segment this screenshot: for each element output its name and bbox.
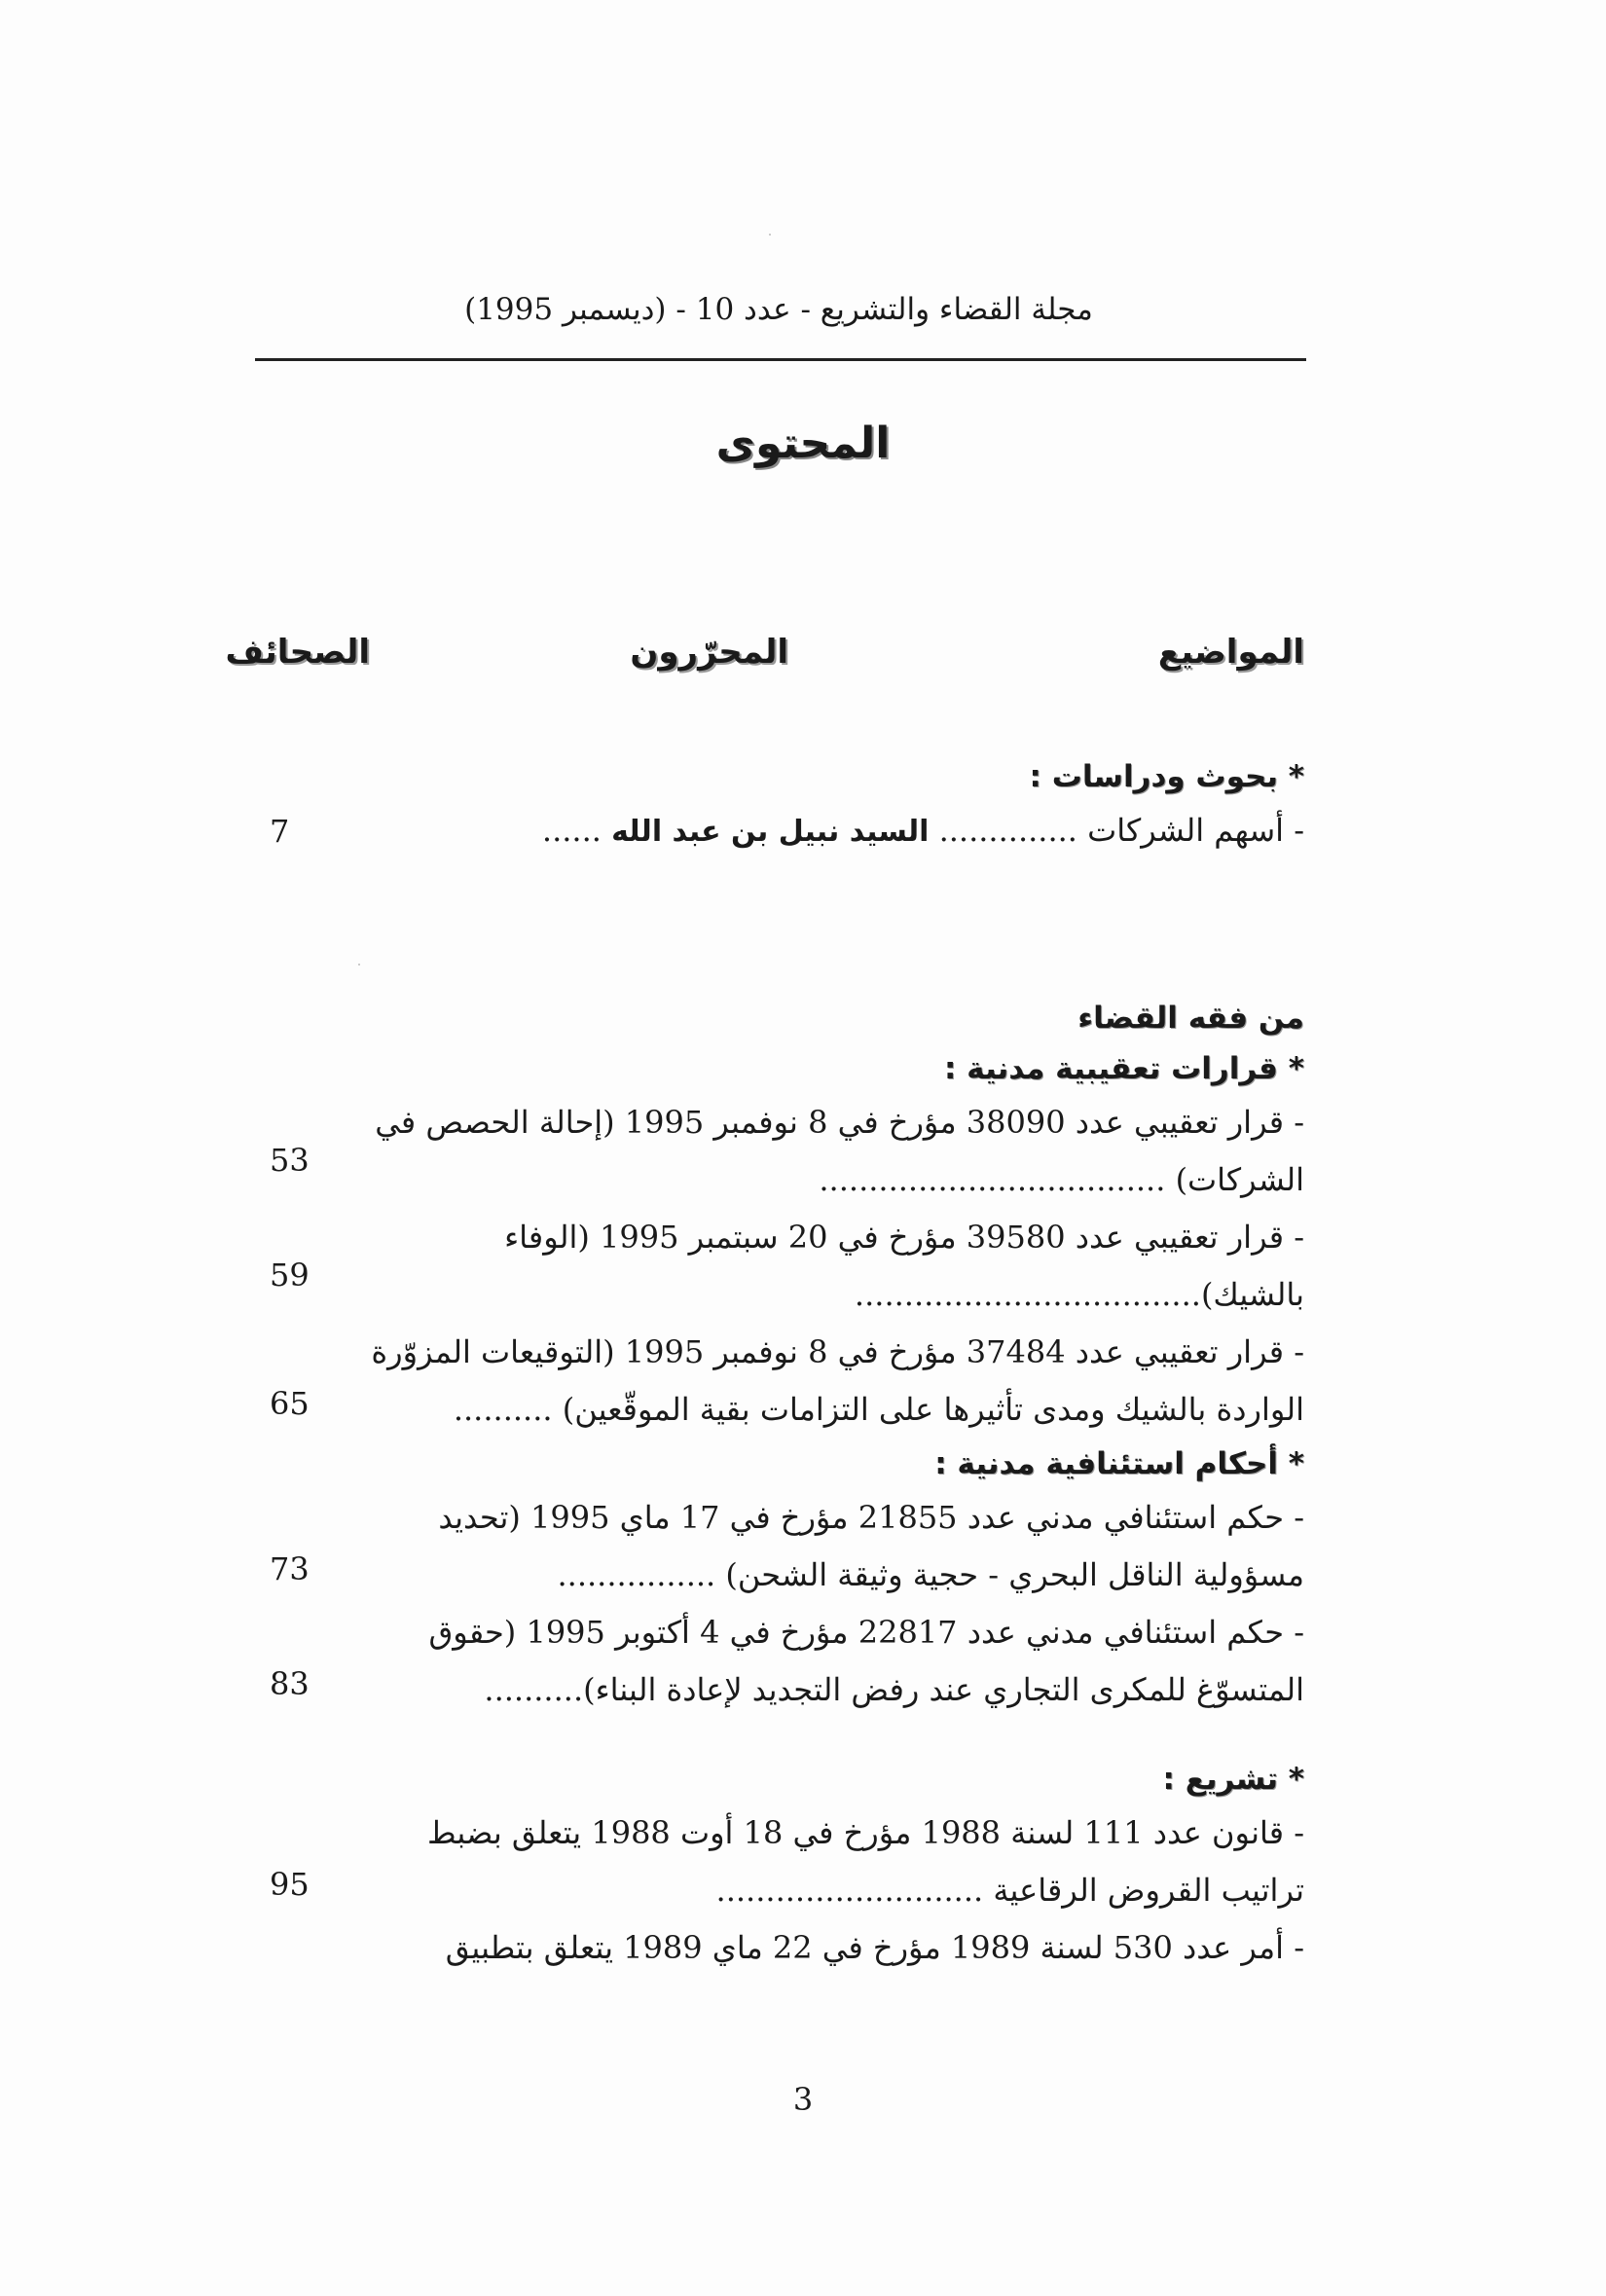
- entry-text: مسؤولية الناقل البحري - حجية وثيقة الشحن): [725, 1556, 1304, 1593]
- leader-dots: ..............: [938, 812, 1077, 849]
- toc-entry[interactable]: [270, 1324, 1304, 1439]
- entry-page-number: 53: [270, 1142, 310, 1179]
- section-heading-legislation: * تشريع :: [1162, 1762, 1304, 1797]
- toc-entry[interactable]: [270, 1209, 1304, 1324]
- toc-entry[interactable]: [270, 802, 1304, 860]
- toc-entry[interactable]: [273, 1919, 1304, 1977]
- entry-page-number: 73: [270, 1550, 310, 1587]
- section-studies: [270, 751, 1304, 860]
- entry-line-1: - أمر عدد 530 لسنة 1989 مؤرخ في 22 ماي 1989 يتعلق بتطبيق: [445, 1929, 1304, 1966]
- leader-dots: ...................................: [819, 1161, 1166, 1198]
- entry-line-2: [273, 1151, 1304, 1209]
- section-legislation: [270, 1754, 1304, 1977]
- column-headings: [225, 633, 1304, 691]
- section-heading-studies: * بحوث ودراسات :: [1029, 759, 1304, 794]
- section-jurisprudence: [270, 993, 1304, 1719]
- subsection-heading-cassation: * قرارات تعقيبية مدنية :: [943, 1051, 1304, 1086]
- leader-dots: ...................................: [854, 1276, 1201, 1313]
- section-heading-jurisprudence: من فقه القضاء: [1077, 1001, 1304, 1036]
- entry-line-2: [273, 1661, 1304, 1719]
- entry-line-1: - حكم استئنافي مدني عدد 22817 مؤرخ في 4 أكتوبر 1995 (حقوق: [428, 1614, 1304, 1651]
- header-rule: [255, 358, 1306, 361]
- leader-dots: ...........................: [715, 1872, 984, 1909]
- entry-line-2: [273, 1547, 1304, 1604]
- toc-entry[interactable]: [270, 1094, 1304, 1209]
- toc-entry[interactable]: [270, 1804, 1304, 1919]
- entry-text: الشركات): [1175, 1161, 1304, 1198]
- entry-line-2: [273, 1862, 1304, 1919]
- column-heading-editors: المحرّرون: [630, 633, 788, 672]
- column-heading-topics: المواضيع: [1157, 633, 1304, 672]
- scan-speck: [769, 234, 771, 236]
- page-number: 3: [792, 2081, 814, 2118]
- entry-line-2: [273, 1381, 1304, 1439]
- scan-speck: [358, 964, 360, 966]
- entry-line-1: - قرار تعقيبي عدد 37484 مؤرخ في 8 نوفمبر 1995 (التوقيعات المزوّرة: [371, 1333, 1304, 1370]
- entry-text: بالشيك): [1200, 1276, 1304, 1313]
- entry-title: - أسهم الشركات: [1087, 812, 1304, 849]
- column-heading-pages: الصحائف: [225, 633, 370, 672]
- leader-dots: ..........: [453, 1391, 553, 1428]
- entry-text: تراتيب القروض الرقاعية: [993, 1872, 1304, 1909]
- entry-text: الواردة بالشيك ومدى تأثيرها على التزامات بقية الموقّعين): [562, 1391, 1304, 1428]
- entry-text: المتسوّغ للمكرى التجاري عند رفض التجديد لإعادة البناء): [583, 1671, 1304, 1708]
- entry-page-number: 95: [270, 1866, 310, 1903]
- entry-line-1: - حكم استئنافي مدني عدد 21855 مؤرخ في 17 ماي 1995 (تحديد: [438, 1499, 1304, 1536]
- toc-title: المحتوى: [715, 419, 891, 468]
- entry-author: السيد نبيل بن عبد الله: [611, 815, 930, 849]
- leader-dots: ..........: [484, 1671, 584, 1708]
- entry-page-number: 65: [270, 1385, 310, 1422]
- entry-page-number: 7: [270, 813, 290, 850]
- entry-page-number: 83: [270, 1665, 310, 1702]
- entry-line-1: - قرار تعقيبي عدد 38090 مؤرخ في 8 نوفمبر 1995 (إحالة الحصص في: [375, 1104, 1304, 1141]
- entry-page-number: 59: [270, 1257, 310, 1294]
- toc-entry[interactable]: [270, 1489, 1304, 1604]
- toc-entry[interactable]: [270, 1604, 1304, 1719]
- running-header: مجلة القضاء والتشريع - عدد 10 - (ديسمبر 1995): [464, 292, 1093, 327]
- subsection-heading-appeals: * أحكام استئنافية مدنية :: [934, 1446, 1304, 1481]
- leader-dots: ......: [541, 812, 602, 849]
- entry-line-1: - قرار تعقيبي عدد 39580 مؤرخ في 20 سبتمبر 1995 (الوفاء: [504, 1219, 1304, 1256]
- entry-line-2: [273, 1266, 1304, 1324]
- leader-dots: ................: [557, 1556, 716, 1593]
- entry-line-1: - قانون عدد 111 لسنة 1988 مؤرخ في 18 أوت 1988 يتعلق بضبط: [427, 1814, 1304, 1851]
- entry-line: [273, 802, 1304, 860]
